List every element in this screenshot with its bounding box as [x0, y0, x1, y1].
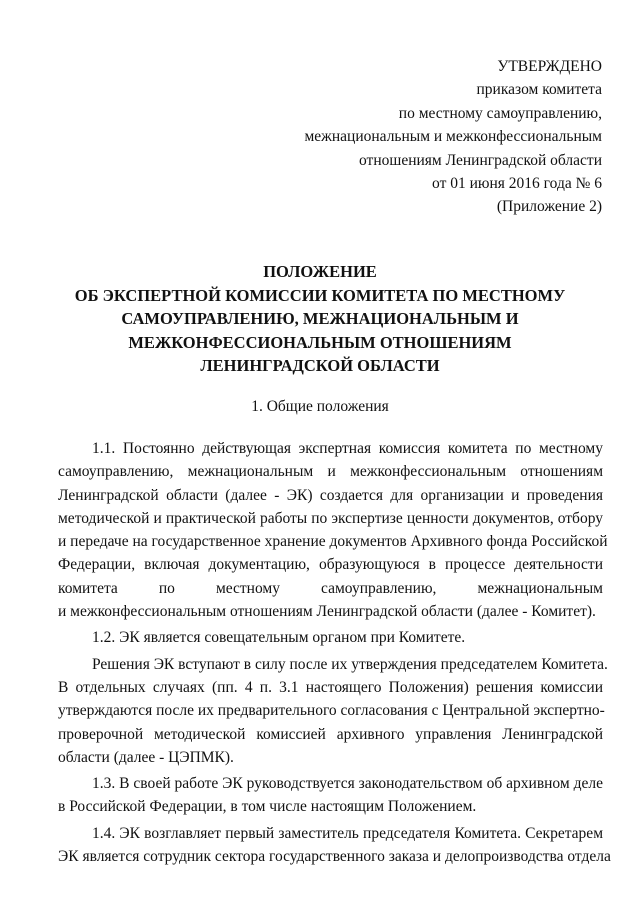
text-line: и передаче на государственное хранение документов Архивного фонда Российской: [58, 533, 608, 551]
text-line: комитета по местному самоуправлению, межнациональным: [58, 579, 603, 597]
text-line: Федерации, включая документацию, образующуюся в процессе деятельности: [58, 556, 603, 574]
paragraph-1-3: [58, 772, 603, 819]
approval-line: приказом комитета: [476, 81, 602, 99]
text-line: самоуправлению, межнациональным и межконфессиональным отношениям: [58, 463, 603, 481]
text-line: и межконфессиональным отношениям Ленинградской области (далее - Комитет).: [58, 603, 596, 621]
title-line: ОБ ЭКСПЕРТНОЙ КОМИССИИ КОМИТЕТА ПО МЕСТНОМУ: [74, 285, 566, 305]
title-line: САМОУПРАВЛЕНИЮ, МЕЖНАЦИОНАЛЬНЫМ И: [121, 309, 519, 328]
approval-line: от 01 июня 2016 года № 6: [432, 175, 602, 193]
text-line: 1.3. В своей работе ЭК руководствуется законодательством об архивном деле: [92, 775, 603, 793]
paragraph-1-4: [58, 822, 611, 869]
text-line: В отдельных случаях (пп. 4 п. 3.1 настоящего Положения) решения комиссии: [58, 678, 603, 696]
approval-line: УТВЕРЖДЕНО: [497, 58, 602, 75]
text-line: 1.2. ЭК является совещательным органом при Комитете.: [92, 629, 466, 647]
title-line: МЕЖКОНФЕССИОНАЛЬНЫМ ОТНОШЕНИЯМ: [128, 332, 512, 352]
paragraph-1-1: [58, 437, 608, 623]
section-heading: 1. Общие положения: [251, 398, 389, 415]
approval-line: отношениям Ленинградской области: [359, 151, 602, 169]
title-line: ПОЛОЖЕНИЕ: [263, 262, 377, 281]
title-line: ЛЕНИНГРАДСКОЙ ОБЛАСТИ: [200, 356, 440, 375]
text-line: ЭК является сотрудник сектора государственного заказа и делопроизводства отдела: [58, 848, 611, 866]
text-line: утверждаются после их предварительного согласования с Центральной экспертно-: [58, 702, 605, 720]
document-body: [58, 437, 611, 871]
text-line: области (далее - ЦЭПМК).: [58, 748, 234, 766]
paragraph-1-2: [58, 626, 603, 649]
approval-line: межнациональным и межконфессиональным: [304, 128, 602, 146]
document-title: [0, 260, 640, 378]
text-line: методической и практической работы по экспертизе ценности документов, отбору: [58, 509, 603, 527]
approval-line: (Приложение 2): [496, 198, 602, 216]
approval-line: по местному самоуправлению,: [398, 104, 602, 122]
text-line: в Российской Федерации, в том числе настоящим Положением.: [58, 798, 477, 816]
approval-block: [304, 55, 602, 219]
text-line: Решения ЭК вступают в силу после их утверждения председателем Комитета.: [92, 655, 608, 673]
text-line: 1.1. Постоянно действующая экспертная комиссия комитета по местному: [92, 440, 603, 457]
text-line: проверочной методической комиссией архивного управления Ленинградской: [58, 725, 603, 743]
text-line: Ленинградской области (далее - ЭК) создается для организации и проведения: [58, 486, 603, 504]
text-line: 1.4. ЭК возглавляет первый заместитель председателя Комитета. Секретарем: [92, 824, 603, 842]
paragraph-decisions: [58, 653, 608, 769]
